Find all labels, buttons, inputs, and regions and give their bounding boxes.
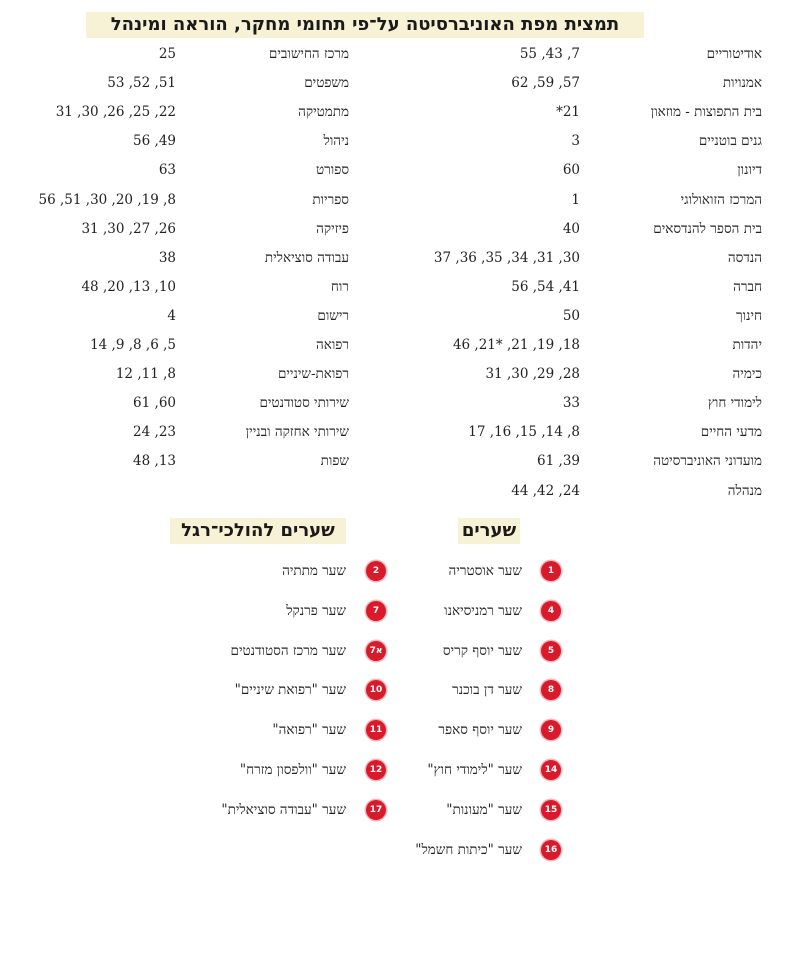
index-topic: מנהלה [727,482,762,499]
gate-label: שער דן בוכנר [452,682,522,699]
index-topic: כימיה [732,366,762,383]
index-topic: מועדוני האוניברסיטה [653,453,762,470]
index-topic: בית הספר להנדסאים [653,220,762,237]
index-building-numbers: 8, 19, 20, 30, 51, 56 [38,191,176,208]
index-building-numbers: 4 [167,307,176,324]
gate-label: שער יוסף סאפר [438,722,522,739]
index-building-numbers: 30, 31, 34, 35, 36, 37 [433,249,580,266]
index-building-numbers: 13, 48 [133,453,176,470]
index-topic: דיונון [737,162,762,179]
index-topic: בית התפוצות - מוזאון [650,104,762,121]
gate-number-badge: 16 [541,840,561,860]
index-building-numbers: 57, 59, 62 [511,75,580,92]
gate-number-badge: 14 [541,760,561,780]
index-topic: משפטים [304,75,349,92]
index-topic: מדעי החיים [700,424,762,441]
index-topic: ניהול [323,133,349,150]
index-topic: רפואה [315,337,349,353]
index-building-numbers: 24, 42, 44 [511,482,580,499]
index-topic: מרכז החישובים [268,46,349,62]
index-building-numbers: 40 [562,220,580,237]
index-topic: רפואת-שיניים [277,366,349,383]
gate-label: שער רמניסיאנו [444,602,522,619]
index-building-numbers: 25 [158,46,176,62]
gate-number-badge: 7א [366,641,386,661]
index-topic: לימודי חוץ [707,395,762,412]
gate-label: שער "כיתות חשמל" [415,841,522,858]
index-topic: רוח [330,278,349,295]
index-topic: שפות [320,453,349,470]
index-topic: יהדות [732,337,762,353]
gate-label: שער מרכז הסטודנטים [230,642,346,659]
index-topic: אמנויות [722,75,762,92]
index-building-numbers: 33 [562,395,580,412]
index-building-numbers: 60, 61 [133,395,176,412]
index-topic: שירותי אחזקה ובניין [245,424,349,441]
index-building-numbers: 18, 19, 21, *21, 46 [452,337,580,353]
page-title: תמצית מפת האוניברסיטה על־פי תחומי מחקר, הוראה ומינהל [86,12,644,38]
index-topic: חברה [733,278,762,295]
gate-number-badge: 2 [366,561,386,581]
gate-label: שער פרנקל [286,602,346,619]
index-building-numbers: 38 [158,249,176,266]
index-building-numbers: 8, 11, 12 [115,366,176,383]
walker-gates-heading: שערים להולכי־רגל [170,518,346,544]
index-topic: רישום [317,307,349,324]
index-building-numbers: 63 [158,162,176,179]
gate-label: שער "עבודה סוציאלית" [221,801,346,818]
index-topic: חינוך [735,307,762,324]
gate-number-badge: 9 [541,720,561,740]
index-building-numbers: 23, 24 [133,424,176,441]
gate-number-badge: 17 [366,800,386,820]
gate-number-badge: 12 [366,760,386,780]
index-building-numbers: 41, 54, 56 [511,278,580,295]
gate-label: שער "וולפסון מזרח" [239,762,346,778]
index-topic: ספורט [316,162,349,179]
index-building-numbers: 26, 27, 30, 31 [81,220,176,237]
gate-label: שער "רפואה" [272,722,346,739]
index-building-numbers: 8, 14, 15, 16, 17 [468,424,580,441]
gate-number-badge: 1 [541,561,561,581]
index-topic: הנדסה [727,249,762,266]
index-building-numbers: 10, 13, 20, 48 [81,278,176,295]
gate-label: שער מתתיה [282,563,346,579]
index-building-numbers: 60 [562,162,580,179]
index-building-numbers: 21* [556,104,580,121]
index-topic: עבודה סוציאלית [264,249,349,266]
gate-number-badge: 8 [541,680,561,700]
gate-number-badge: 7 [366,601,386,621]
index-topic: מתמטיקה [298,104,349,121]
gate-label: שער יוסף קריס [442,642,522,659]
gate-number-badge: 11 [366,720,386,740]
index-topic: המרכז הזואולוגי [680,191,762,208]
index-topic: ספריות [312,191,349,208]
index-building-numbers: 28, 29, 30, 31 [485,366,580,383]
gate-number-badge: 4 [541,601,561,621]
index-building-numbers: 1 [571,191,580,208]
index-building-numbers: 50 [562,307,580,324]
index-building-numbers: 3 [571,133,580,150]
index-topic: פיזיקה [316,220,349,237]
gate-label: שער "מעונות" [446,801,522,818]
index-building-numbers: 39, 61 [537,453,580,470]
index-topic: גנים בוטניים [698,133,762,150]
index-topic: אודיטוריים [706,46,762,62]
gate-label: שער "לימודי חוץ" [427,762,522,778]
gate-label: שער אוסטריה [448,563,522,579]
gate-number-badge: 15 [541,800,561,820]
index-building-numbers: 7, 43, 55 [519,46,580,62]
index-building-numbers: 5, 6, 8, 9, 14 [90,337,176,353]
index-building-numbers: 22, 25, 26, 30, 31 [55,104,176,121]
gate-number-badge: 5 [541,641,561,661]
gate-label: שער "רפואת שיניים" [234,682,346,699]
gate-number-badge: 10 [366,680,386,700]
index-building-numbers: 49, 56 [133,133,176,150]
index-building-numbers: 51, 52, 53 [107,75,176,92]
index-topic: שירותי סטודנטים [259,395,349,412]
gates-heading: שערים [458,518,520,544]
